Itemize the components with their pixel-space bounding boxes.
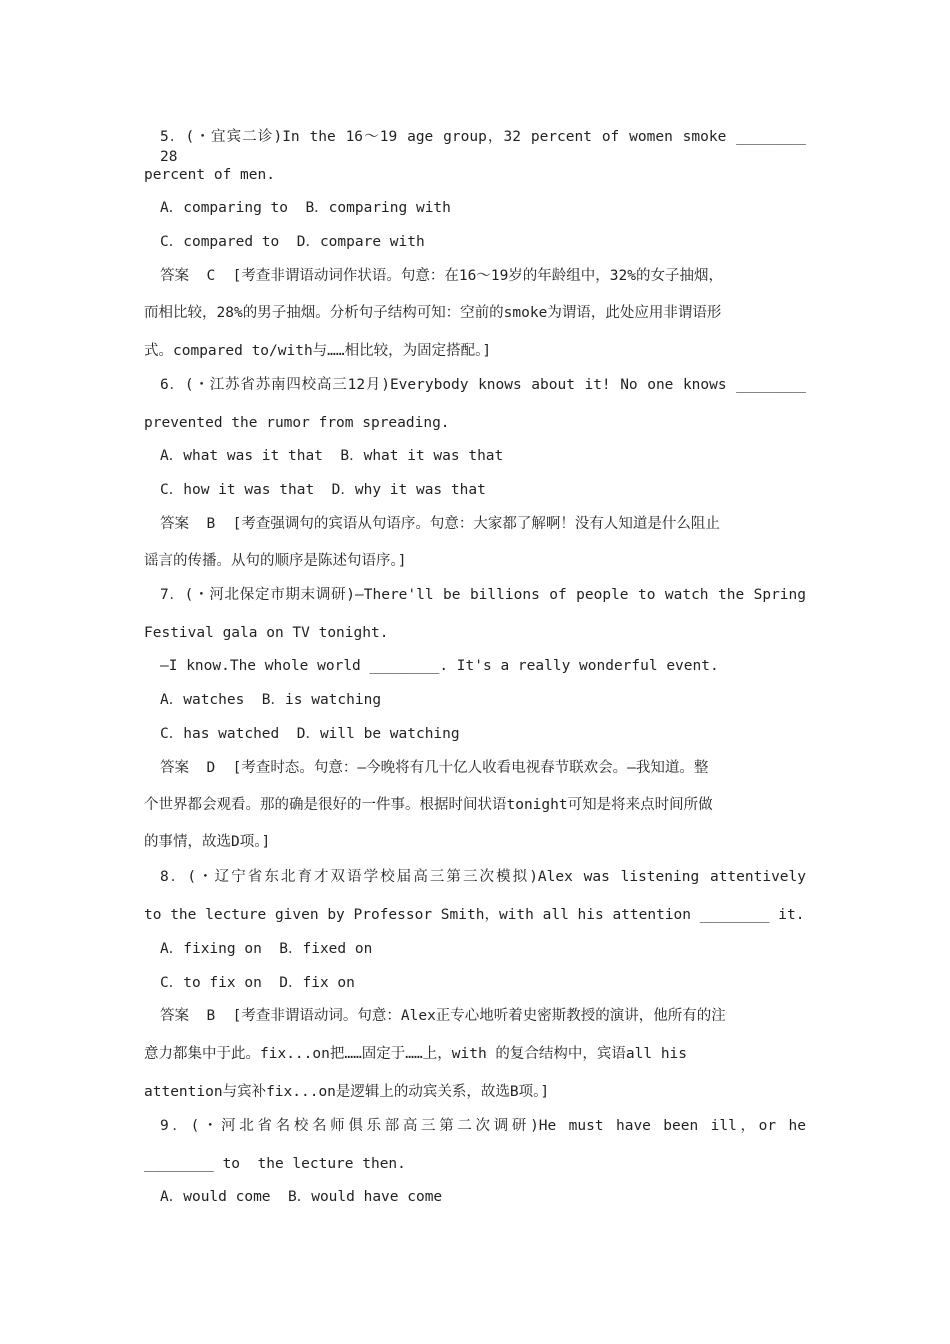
option-line: C．how it was that D．why it was that xyxy=(160,482,486,498)
option-line: A．what was it that B．what it was that xyxy=(160,448,504,464)
question-stem: 5．(・宜宾二诊)In the 16～19 age group，32 percent of women smoke ________ 28 xyxy=(160,129,806,165)
question-stem: 7．(・河北保定市期末调研)—There'll be billions of people to watch the Spring xyxy=(160,587,806,603)
answer-explanation: 的事情，故选D项。] xyxy=(144,834,271,850)
answer-explanation: attention与宾补fix...on是逻辑上的动宾关系，故选B项。] xyxy=(144,1084,550,1100)
question-stem: Festival gala on TV tonight. xyxy=(144,625,389,641)
answer-explanation: 而相比较，28%的男子抽烟。分析句子结构可知：空前的smoke为谓语，此处应用非谓语形 xyxy=(144,305,722,321)
question-stem: 6．(・江苏省苏南四校高三12月)Everybody knows about it! No one knows ________ xyxy=(160,377,806,393)
option-line: C．compared to D．compare with xyxy=(160,234,425,250)
answer-explanation: 个世界都会观看。那的确是很好的一件事。根据时间状语tonight可知是将来点时间所做 xyxy=(144,797,713,813)
question-stem: to the lecture given by Professor Smith，with all his attention ________ it. xyxy=(144,907,805,923)
option-line: C．has watched D．will be watching xyxy=(160,726,460,742)
option-line: A．would come B．would have come xyxy=(160,1189,443,1205)
option-line: A．comparing to B．comparing with xyxy=(160,200,451,216)
answer-explanation: 式。compared to/with与……相比较，为固定搭配。] xyxy=(144,343,492,359)
option-line: C．to fix on D．fix on xyxy=(160,975,355,991)
question-stem: 8．(・辽宁省东北育才双语学校届高三第三次模拟)Alex was listening attentively xyxy=(160,869,806,885)
question-stem: prevented the rumor from spreading. xyxy=(144,415,450,431)
option-line: A．watches B．is watching xyxy=(160,692,382,708)
question-stem: ________ to the lecture then. xyxy=(144,1156,406,1172)
question-stem: —I know.The whole world ________. It's a really wonderful event. xyxy=(160,658,719,674)
answer-explanation: 谣言的传播。从句的顺序是陈述句语序。] xyxy=(144,553,407,569)
answer-explanation: 答案 B [考查非谓语动词。句意：Alex正专心地听着史密斯教授的演讲，他所有的注 xyxy=(160,1008,726,1024)
answer-explanation: 意力都集中于此。fix...on把……固定于……上，with 的复合结构中，宾语all his xyxy=(144,1046,688,1062)
answer-explanation: 答案 D [考查时态。句意：—今晚将有几十亿人收看电视春节联欢会。—我知道。整 xyxy=(160,760,709,776)
question-stem: 9．(・河北省名校名师俱乐部高三第二次调研)He must have been ill，or he xyxy=(160,1118,806,1134)
answer-explanation: 答案 B [考查强调句的宾语从句语序。句意：大家都了解啊！没有人知道是什么阻止 xyxy=(160,516,720,532)
answer-explanation: 答案 C [考查非谓语动词作状语。句意：在16～19岁的年龄组中，32%的女子抽烟， xyxy=(160,268,723,284)
option-line: A．fixing on B．fixed on xyxy=(160,941,373,957)
question-stem: percent of men. xyxy=(144,167,275,183)
